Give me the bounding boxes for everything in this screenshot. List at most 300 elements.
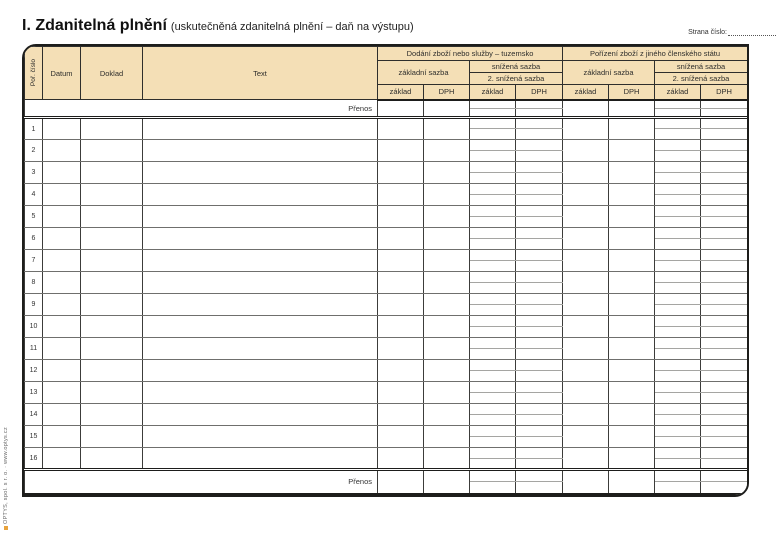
amount-domestic-basic-vat-cell bbox=[424, 184, 470, 206]
amount-eu-reduced2-vat-cell bbox=[701, 437, 748, 448]
amount-domestic-basic-base-cell bbox=[378, 250, 424, 272]
amount-domestic-basic-base-cell bbox=[378, 162, 424, 184]
amount-eu-reduced2-base-cell bbox=[655, 415, 701, 426]
amount-eu-reduced-vat-cell bbox=[701, 426, 748, 437]
datum-cell bbox=[43, 118, 81, 140]
amount-domestic-reduced-vat-cell bbox=[516, 118, 563, 129]
amount-domestic-reduced-base-cell bbox=[470, 404, 516, 415]
doklad-cell bbox=[81, 250, 143, 272]
amount-eu-reduced2-vat-cell bbox=[701, 415, 748, 426]
amount-domestic-basic-vat-cell bbox=[424, 448, 470, 470]
datum-cell bbox=[43, 250, 81, 272]
amount-eu-reduced2-base-cell bbox=[655, 393, 701, 404]
amount-domestic-reduced2-vat-cell bbox=[516, 239, 563, 250]
amount-domestic-basic-vat-cell bbox=[424, 360, 470, 382]
amount-eu-basic-base-cell bbox=[563, 404, 609, 426]
carry-forward-top bbox=[25, 100, 748, 118]
row-number-cell: 10 bbox=[25, 316, 43, 338]
amount-domestic-reduced-vat-cell bbox=[516, 250, 563, 261]
datum-cell bbox=[43, 316, 81, 338]
datum-cell bbox=[43, 162, 81, 184]
doklad-cell bbox=[81, 162, 143, 184]
amount-domestic-reduced2-vat-cell bbox=[516, 129, 563, 140]
datum-cell bbox=[43, 360, 81, 382]
amount-eu-reduced-vat-cell bbox=[701, 250, 748, 261]
amount-eu-reduced2-vat-cell bbox=[701, 195, 748, 206]
amount-domestic-reduced-base-cell bbox=[470, 360, 516, 371]
carry-bottom-label: Přenos bbox=[25, 470, 378, 494]
amount-eu-reduced-vat-cell bbox=[701, 404, 748, 415]
carry-cell bbox=[655, 470, 701, 482]
group-header-eu: Pořízení zboží z jiného členského státu bbox=[563, 47, 748, 61]
amount-domestic-reduced2-base-cell bbox=[470, 151, 516, 162]
amount-domestic-basic-base-cell bbox=[378, 316, 424, 338]
datum-cell bbox=[43, 272, 81, 294]
text-cell bbox=[143, 448, 378, 470]
table-header bbox=[25, 47, 748, 100]
amount-domestic-reduced2-vat-cell bbox=[516, 371, 563, 382]
amount-domestic-reduced2-base-cell bbox=[470, 459, 516, 470]
amount-domestic-reduced2-base-cell bbox=[470, 415, 516, 426]
amount-domestic-reduced2-base-cell bbox=[470, 239, 516, 250]
edge-note-text: OPTYS, spol. s r. o. · www.optys.cz bbox=[3, 427, 9, 524]
text-cell bbox=[143, 382, 378, 404]
amount-domestic-reduced2-base-cell bbox=[470, 261, 516, 272]
amount-eu-reduced-vat-cell bbox=[701, 316, 748, 327]
amount-eu-reduced2-base-cell bbox=[655, 283, 701, 294]
amount-domestic-basic-base-cell bbox=[378, 448, 424, 470]
row-number-cell: 3 bbox=[25, 162, 43, 184]
amount-eu-basic-vat-cell bbox=[609, 382, 655, 404]
row-number-cell: 15 bbox=[25, 426, 43, 448]
amount-domestic-basic-vat-cell bbox=[424, 382, 470, 404]
carry-cell bbox=[470, 482, 516, 494]
amount-domestic-basic-base-cell bbox=[378, 228, 424, 250]
amount-eu-basic-vat-cell bbox=[609, 316, 655, 338]
carry-cell bbox=[516, 100, 563, 109]
page-number bbox=[688, 29, 776, 36]
amount-eu-reduced-base-cell bbox=[655, 206, 701, 217]
amount-domestic-reduced2-base-cell bbox=[470, 349, 516, 360]
amount-domestic-reduced-base-cell bbox=[470, 184, 516, 195]
amount-eu-reduced2-base-cell bbox=[655, 173, 701, 184]
carry-cell bbox=[701, 470, 748, 482]
datum-cell bbox=[43, 338, 81, 360]
amount-eu-basic-base-cell bbox=[563, 294, 609, 316]
datum-cell bbox=[43, 294, 81, 316]
col-header-por-cislo: Poř. číslo bbox=[25, 47, 43, 100]
amount-eu-reduced-base-cell bbox=[655, 360, 701, 371]
amount-eu-reduced-vat-cell bbox=[701, 448, 748, 459]
text-cell bbox=[143, 316, 378, 338]
page-number-dotted-line bbox=[728, 29, 776, 36]
datum-cell bbox=[43, 382, 81, 404]
col-header-text: Text bbox=[143, 47, 378, 100]
page-title-main: I. Zdanitelná plnění bbox=[22, 17, 167, 34]
carry-cell bbox=[516, 109, 563, 118]
amount-domestic-reduced-vat-cell bbox=[516, 404, 563, 415]
doklad-cell bbox=[81, 382, 143, 404]
amount-eu-reduced-vat-cell bbox=[701, 272, 748, 283]
amount-domestic-reduced-vat-cell bbox=[516, 294, 563, 305]
amount-eu-basic-vat-cell bbox=[609, 338, 655, 360]
carry-cell bbox=[563, 470, 609, 494]
rate-header-domestic-reduced2: 2. snížená sazba bbox=[470, 73, 563, 85]
text-cell bbox=[143, 228, 378, 250]
amount-eu-basic-base-cell bbox=[563, 382, 609, 404]
text-cell bbox=[143, 294, 378, 316]
sub-header-base: základ bbox=[378, 85, 424, 100]
amount-eu-basic-vat-cell bbox=[609, 118, 655, 140]
amount-domestic-reduced2-vat-cell bbox=[516, 305, 563, 316]
group-header-domestic: Dodání zboží nebo služby – tuzemsko bbox=[378, 47, 563, 61]
text-cell bbox=[143, 118, 378, 140]
amount-eu-reduced2-vat-cell bbox=[701, 173, 748, 184]
text-cell bbox=[143, 338, 378, 360]
amount-eu-basic-vat-cell bbox=[609, 360, 655, 382]
amount-eu-reduced-vat-cell bbox=[701, 228, 748, 239]
edge-note bbox=[3, 418, 9, 530]
amount-eu-reduced-vat-cell bbox=[701, 162, 748, 173]
amount-eu-reduced2-base-cell bbox=[655, 327, 701, 338]
sub-header-base: základ bbox=[655, 85, 701, 100]
sub-header-vat: DPH bbox=[424, 85, 470, 100]
amount-domestic-reduced-base-cell bbox=[470, 294, 516, 305]
row-number-cell: 2 bbox=[25, 140, 43, 162]
doklad-cell bbox=[81, 448, 143, 470]
amount-domestic-reduced-vat-cell bbox=[516, 360, 563, 371]
amount-eu-reduced-base-cell bbox=[655, 184, 701, 195]
amount-domestic-reduced2-base-cell bbox=[470, 195, 516, 206]
amount-domestic-basic-base-cell bbox=[378, 382, 424, 404]
amount-domestic-reduced2-base-cell bbox=[470, 437, 516, 448]
amount-eu-reduced2-base-cell bbox=[655, 305, 701, 316]
amount-eu-reduced2-vat-cell bbox=[701, 283, 748, 294]
amount-eu-reduced2-vat-cell bbox=[701, 151, 748, 162]
amount-eu-basic-vat-cell bbox=[609, 448, 655, 470]
amount-eu-reduced2-base-cell bbox=[655, 437, 701, 448]
amount-eu-reduced-base-cell bbox=[655, 448, 701, 459]
amount-domestic-reduced2-base-cell bbox=[470, 283, 516, 294]
page-title bbox=[22, 17, 414, 35]
doklad-cell bbox=[81, 294, 143, 316]
carry-cell bbox=[424, 100, 470, 118]
amount-domestic-reduced-base-cell bbox=[470, 250, 516, 261]
page-title-note: (uskutečněná zdanitelná plnění – daň na výstupu) bbox=[170, 21, 414, 33]
amount-domestic-reduced2-base-cell bbox=[470, 305, 516, 316]
amount-eu-basic-base-cell bbox=[563, 162, 609, 184]
rate-header-eu-basic: základní sazba bbox=[563, 61, 655, 85]
amount-domestic-basic-vat-cell bbox=[424, 404, 470, 426]
amount-eu-reduced2-vat-cell bbox=[701, 261, 748, 272]
amount-eu-reduced-base-cell bbox=[655, 140, 701, 151]
amount-domestic-reduced2-vat-cell bbox=[516, 151, 563, 162]
row-number-cell: 16 bbox=[25, 448, 43, 470]
amount-eu-reduced2-vat-cell bbox=[701, 305, 748, 316]
amount-domestic-reduced-base-cell bbox=[470, 338, 516, 349]
amount-domestic-reduced2-vat-cell bbox=[516, 261, 563, 272]
amount-eu-reduced-vat-cell bbox=[701, 338, 748, 349]
text-cell bbox=[143, 426, 378, 448]
doklad-cell bbox=[81, 206, 143, 228]
carry-cell bbox=[424, 470, 470, 494]
doklad-cell bbox=[81, 338, 143, 360]
amount-domestic-reduced-base-cell bbox=[470, 272, 516, 283]
amount-eu-reduced2-vat-cell bbox=[701, 393, 748, 404]
row-number-cell: 9 bbox=[25, 294, 43, 316]
amount-eu-reduced-base-cell bbox=[655, 272, 701, 283]
amount-domestic-reduced2-base-cell bbox=[470, 173, 516, 184]
amount-eu-basic-base-cell bbox=[563, 272, 609, 294]
text-cell bbox=[143, 162, 378, 184]
rate-header-domestic-basic: základní sazba bbox=[378, 61, 470, 85]
amount-eu-reduced-base-cell bbox=[655, 382, 701, 393]
amount-domestic-reduced2-vat-cell bbox=[516, 195, 563, 206]
amount-domestic-basic-vat-cell bbox=[424, 426, 470, 448]
amount-eu-reduced-vat-cell bbox=[701, 360, 748, 371]
doklad-cell bbox=[81, 140, 143, 162]
doklad-cell bbox=[81, 272, 143, 294]
amount-domestic-basic-base-cell bbox=[378, 360, 424, 382]
amount-domestic-reduced2-base-cell bbox=[470, 371, 516, 382]
amount-domestic-reduced-base-cell bbox=[470, 140, 516, 151]
amount-domestic-reduced2-vat-cell bbox=[516, 327, 563, 338]
amount-eu-basic-base-cell bbox=[563, 360, 609, 382]
carry-top-label: Přenos bbox=[25, 100, 378, 118]
amount-eu-reduced2-base-cell bbox=[655, 239, 701, 250]
amount-eu-basic-base-cell bbox=[563, 140, 609, 162]
row-number-cell: 6 bbox=[25, 228, 43, 250]
row-number-cell: 8 bbox=[25, 272, 43, 294]
amount-domestic-reduced-base-cell bbox=[470, 448, 516, 459]
carry-cell bbox=[609, 470, 655, 494]
amount-domestic-reduced-vat-cell bbox=[516, 140, 563, 151]
amount-eu-reduced-base-cell bbox=[655, 426, 701, 437]
amount-eu-reduced2-vat-cell bbox=[701, 217, 748, 228]
amount-eu-reduced-base-cell bbox=[655, 162, 701, 173]
text-cell bbox=[143, 404, 378, 426]
row-number-cell: 11 bbox=[25, 338, 43, 360]
carry-cell bbox=[470, 100, 516, 109]
amount-domestic-reduced2-vat-cell bbox=[516, 173, 563, 184]
carry-cell bbox=[701, 109, 748, 118]
amount-domestic-reduced2-vat-cell bbox=[516, 437, 563, 448]
text-cell bbox=[143, 360, 378, 382]
amount-domestic-basic-vat-cell bbox=[424, 140, 470, 162]
text-cell bbox=[143, 272, 378, 294]
amount-domestic-reduced-base-cell bbox=[470, 162, 516, 173]
amount-eu-basic-base-cell bbox=[563, 338, 609, 360]
amount-domestic-basic-vat-cell bbox=[424, 118, 470, 140]
amount-domestic-basic-vat-cell bbox=[424, 228, 470, 250]
amount-eu-basic-vat-cell bbox=[609, 140, 655, 162]
doklad-cell bbox=[81, 316, 143, 338]
optys-logo-mark bbox=[4, 526, 8, 530]
amount-eu-basic-vat-cell bbox=[609, 404, 655, 426]
sub-header-vat: DPH bbox=[701, 85, 748, 100]
amount-eu-reduced-base-cell bbox=[655, 118, 701, 129]
amount-domestic-reduced-vat-cell bbox=[516, 426, 563, 437]
amount-eu-reduced-vat-cell bbox=[701, 382, 748, 393]
amount-eu-reduced2-base-cell bbox=[655, 261, 701, 272]
amount-eu-basic-vat-cell bbox=[609, 250, 655, 272]
amount-eu-basic-base-cell bbox=[563, 228, 609, 250]
row-number-cell: 13 bbox=[25, 382, 43, 404]
doklad-cell bbox=[81, 228, 143, 250]
amount-domestic-reduced2-base-cell bbox=[470, 393, 516, 404]
datum-cell bbox=[43, 404, 81, 426]
doklad-cell bbox=[81, 404, 143, 426]
amount-eu-reduced-vat-cell bbox=[701, 294, 748, 305]
amount-eu-basic-base-cell bbox=[563, 118, 609, 140]
carry-cell bbox=[701, 482, 748, 494]
sub-header-base: základ bbox=[470, 85, 516, 100]
datum-cell bbox=[43, 228, 81, 250]
carry-cell bbox=[516, 470, 563, 482]
amount-eu-basic-base-cell bbox=[563, 316, 609, 338]
amount-domestic-reduced-vat-cell bbox=[516, 272, 563, 283]
amount-eu-reduced2-vat-cell bbox=[701, 371, 748, 382]
amount-domestic-reduced-base-cell bbox=[470, 118, 516, 129]
amount-domestic-reduced2-vat-cell bbox=[516, 415, 563, 426]
amount-domestic-reduced2-vat-cell bbox=[516, 283, 563, 294]
amount-domestic-basic-base-cell bbox=[378, 118, 424, 140]
amount-domestic-reduced-vat-cell bbox=[516, 448, 563, 459]
text-cell bbox=[143, 184, 378, 206]
amount-eu-basic-vat-cell bbox=[609, 426, 655, 448]
doklad-cell bbox=[81, 360, 143, 382]
amount-eu-reduced2-vat-cell bbox=[701, 459, 748, 470]
amount-eu-reduced-base-cell bbox=[655, 338, 701, 349]
amount-domestic-basic-base-cell bbox=[378, 272, 424, 294]
amount-domestic-basic-vat-cell bbox=[424, 250, 470, 272]
amount-domestic-basic-base-cell bbox=[378, 184, 424, 206]
carry-cell bbox=[378, 100, 424, 118]
carry-cell bbox=[655, 109, 701, 118]
form-table bbox=[24, 46, 748, 495]
text-cell bbox=[143, 140, 378, 162]
amount-eu-reduced2-base-cell bbox=[655, 371, 701, 382]
amount-domestic-basic-vat-cell bbox=[424, 206, 470, 228]
amount-eu-basic-base-cell bbox=[563, 184, 609, 206]
amount-eu-reduced2-vat-cell bbox=[701, 239, 748, 250]
amount-eu-reduced-base-cell bbox=[655, 250, 701, 261]
carry-cell bbox=[609, 100, 655, 118]
amount-domestic-reduced-vat-cell bbox=[516, 338, 563, 349]
sub-header-vat: DPH bbox=[516, 85, 563, 100]
amount-eu-basic-base-cell bbox=[563, 206, 609, 228]
amount-eu-basic-vat-cell bbox=[609, 206, 655, 228]
amount-eu-basic-vat-cell bbox=[609, 162, 655, 184]
amount-eu-reduced2-base-cell bbox=[655, 217, 701, 228]
page-number-label: Strana číslo: bbox=[688, 29, 727, 36]
carry-cell bbox=[655, 100, 701, 109]
carry-cell bbox=[655, 482, 701, 494]
row-number-cell: 12 bbox=[25, 360, 43, 382]
amount-domestic-reduced2-vat-cell bbox=[516, 217, 563, 228]
amount-domestic-reduced2-vat-cell bbox=[516, 459, 563, 470]
rate-header-domestic-reduced: snížená sazba bbox=[470, 61, 563, 73]
row-number-cell: 1 bbox=[25, 118, 43, 140]
amount-domestic-basic-base-cell bbox=[378, 338, 424, 360]
amount-domestic-basic-base-cell bbox=[378, 426, 424, 448]
text-cell bbox=[143, 250, 378, 272]
datum-cell bbox=[43, 184, 81, 206]
carry-cell bbox=[378, 470, 424, 494]
doklad-cell bbox=[81, 426, 143, 448]
col-header-doklad: Doklad bbox=[81, 47, 143, 100]
amount-eu-reduced2-base-cell bbox=[655, 349, 701, 360]
vat-record-form bbox=[22, 44, 749, 497]
amount-domestic-reduced2-vat-cell bbox=[516, 349, 563, 360]
amount-domestic-basic-base-cell bbox=[378, 206, 424, 228]
datum-cell bbox=[43, 206, 81, 228]
carry-cell bbox=[701, 100, 748, 109]
amount-domestic-basic-vat-cell bbox=[424, 316, 470, 338]
doklad-cell bbox=[81, 118, 143, 140]
sub-header-vat: DPH bbox=[609, 85, 655, 100]
amount-domestic-basic-base-cell bbox=[378, 140, 424, 162]
amount-domestic-reduced2-base-cell bbox=[470, 129, 516, 140]
amount-eu-reduced2-vat-cell bbox=[701, 327, 748, 338]
amount-eu-reduced-vat-cell bbox=[701, 206, 748, 217]
doklad-cell bbox=[81, 184, 143, 206]
amount-eu-basic-base-cell bbox=[563, 426, 609, 448]
carry-cell bbox=[470, 470, 516, 482]
rate-header-eu-reduced: snížená sazba bbox=[655, 61, 748, 73]
amount-eu-reduced2-base-cell bbox=[655, 459, 701, 470]
amount-domestic-basic-base-cell bbox=[378, 404, 424, 426]
amount-eu-basic-vat-cell bbox=[609, 184, 655, 206]
amount-eu-reduced2-vat-cell bbox=[701, 129, 748, 140]
amount-domestic-reduced-vat-cell bbox=[516, 206, 563, 217]
col-header-datum: Datum bbox=[43, 47, 81, 100]
amount-domestic-reduced-vat-cell bbox=[516, 382, 563, 393]
amount-domestic-reduced-vat-cell bbox=[516, 162, 563, 173]
amount-domestic-basic-vat-cell bbox=[424, 162, 470, 184]
datum-cell bbox=[43, 426, 81, 448]
amount-domestic-reduced2-vat-cell bbox=[516, 393, 563, 404]
amount-eu-basic-base-cell bbox=[563, 250, 609, 272]
amount-domestic-reduced-vat-cell bbox=[516, 228, 563, 239]
amount-domestic-basic-vat-cell bbox=[424, 338, 470, 360]
amount-eu-reduced-vat-cell bbox=[701, 140, 748, 151]
carry-forward-bottom bbox=[25, 470, 748, 494]
table-body bbox=[25, 118, 748, 470]
datum-cell bbox=[43, 448, 81, 470]
amount-domestic-basic-base-cell bbox=[378, 294, 424, 316]
amount-eu-reduced-vat-cell bbox=[701, 118, 748, 129]
amount-eu-reduced-vat-cell bbox=[701, 184, 748, 195]
amount-domestic-reduced2-base-cell bbox=[470, 327, 516, 338]
amount-eu-basic-vat-cell bbox=[609, 294, 655, 316]
amount-domestic-reduced-base-cell bbox=[470, 426, 516, 437]
carry-cell bbox=[516, 482, 563, 494]
row-number-cell: 7 bbox=[25, 250, 43, 272]
sub-header-base: základ bbox=[563, 85, 609, 100]
amount-eu-reduced-base-cell bbox=[655, 404, 701, 415]
carry-cell bbox=[563, 100, 609, 118]
amount-eu-reduced2-vat-cell bbox=[701, 349, 748, 360]
amount-eu-reduced2-base-cell bbox=[655, 151, 701, 162]
amount-domestic-reduced-base-cell bbox=[470, 382, 516, 393]
amount-domestic-reduced-base-cell bbox=[470, 228, 516, 239]
amount-eu-basic-base-cell bbox=[563, 448, 609, 470]
row-number-cell: 5 bbox=[25, 206, 43, 228]
rate-header-eu-reduced2: 2. snížená sazba bbox=[655, 73, 748, 85]
amount-eu-basic-vat-cell bbox=[609, 228, 655, 250]
amount-domestic-reduced-vat-cell bbox=[516, 316, 563, 327]
